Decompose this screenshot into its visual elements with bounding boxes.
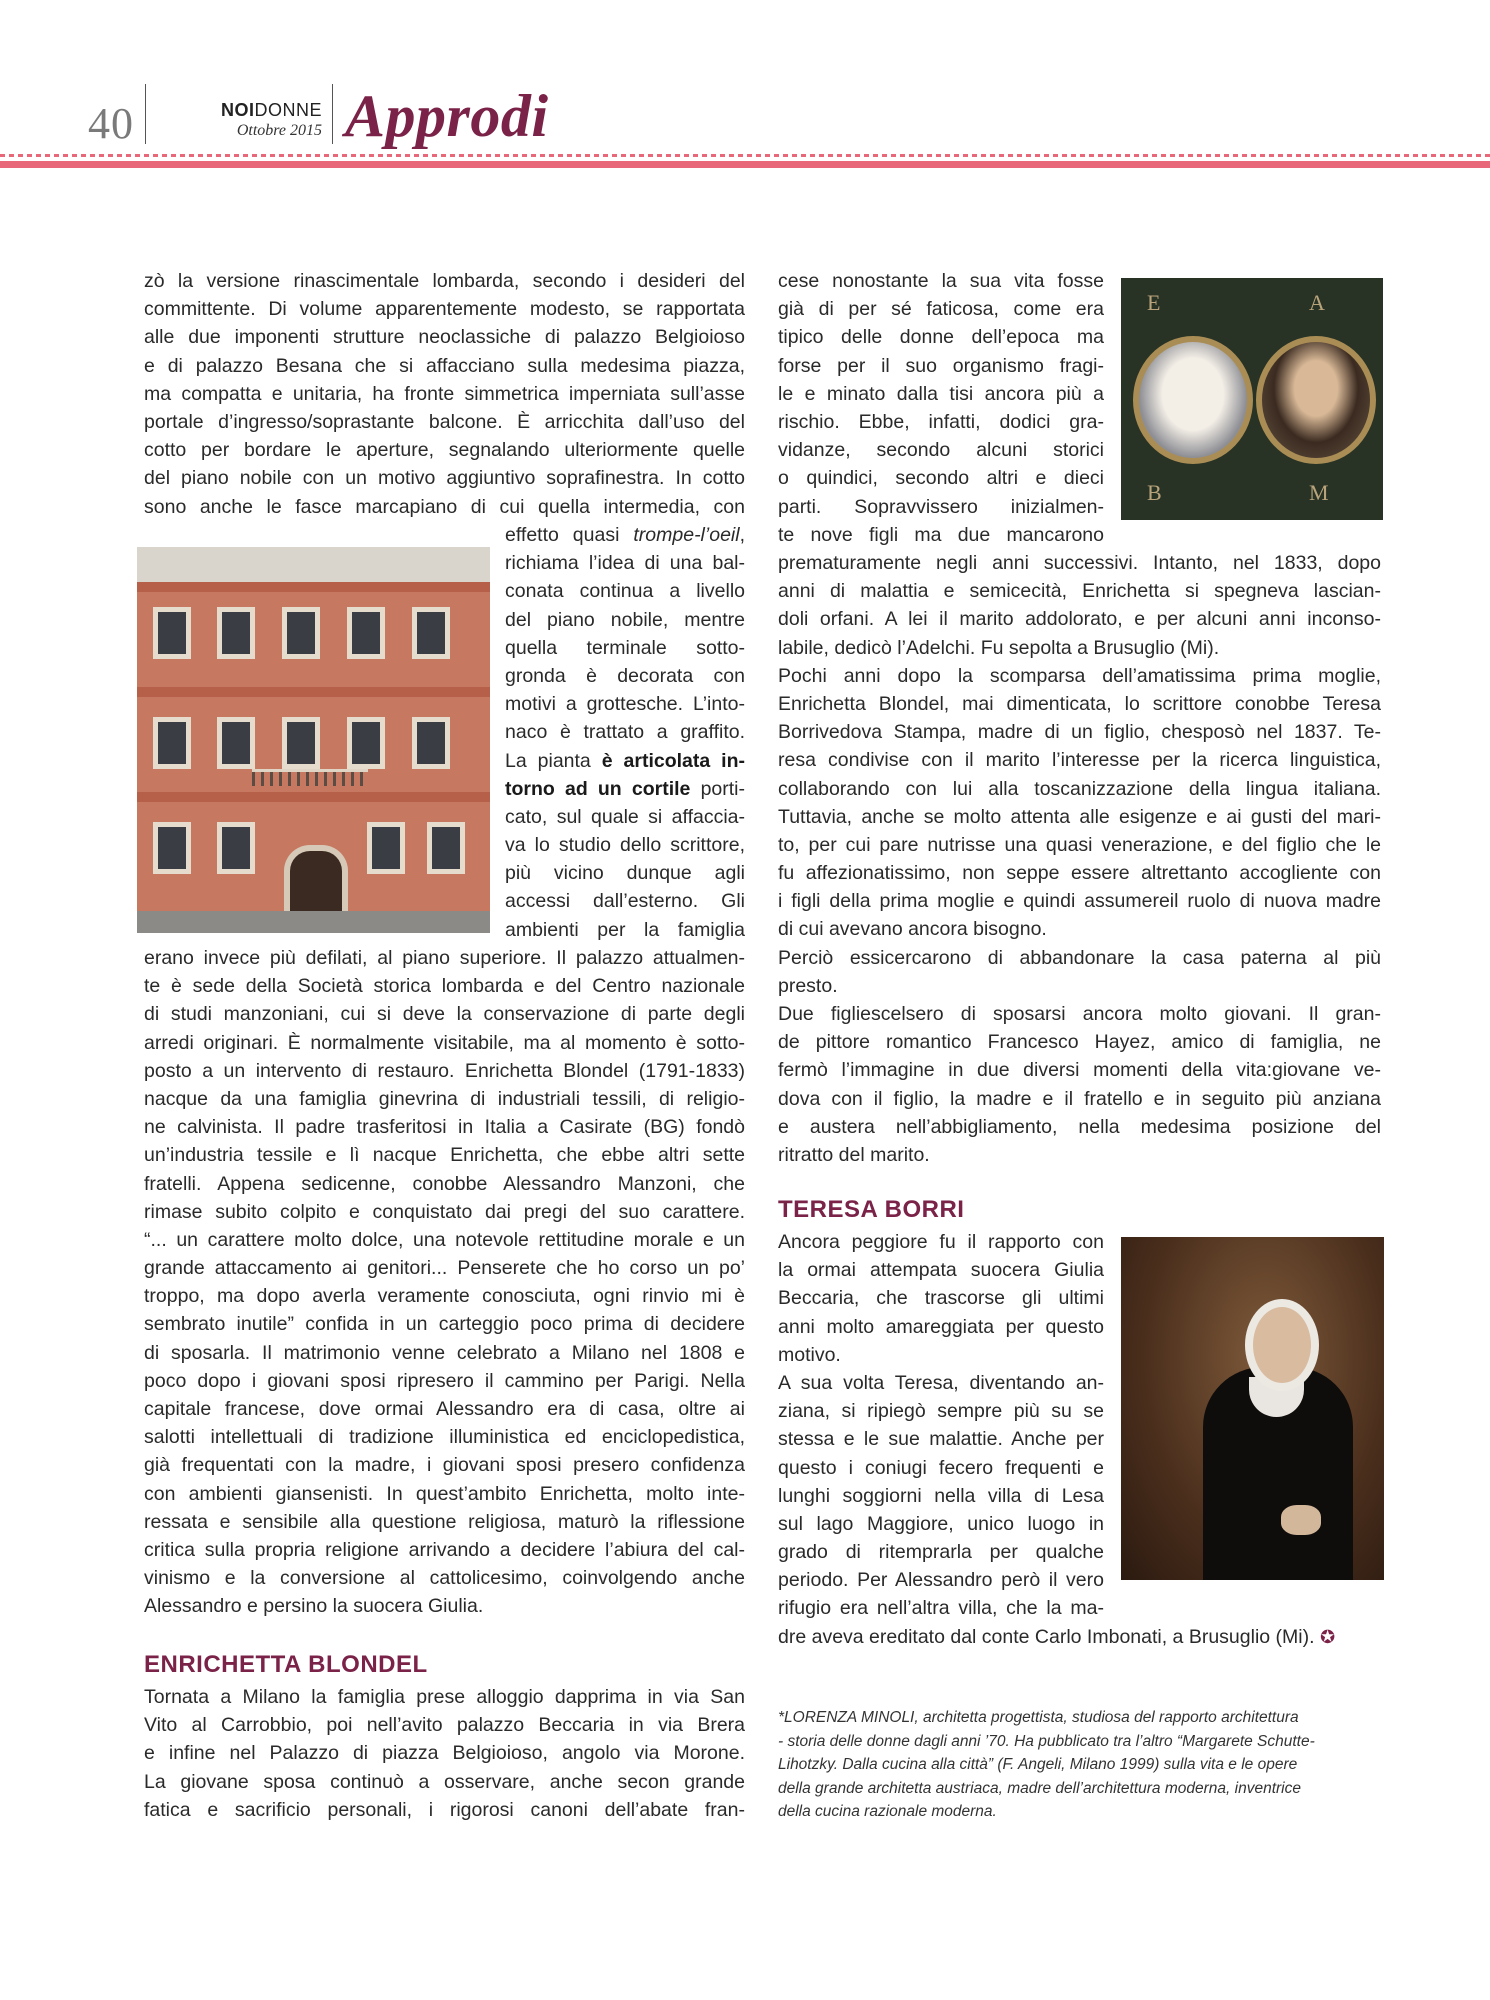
text-line: arredi originari. È normalmente visitabile, ma al momento è sotto-: [144, 1031, 745, 1054]
text-line: le e minato dalla tisi ancora più a: [778, 382, 1104, 405]
right-column-body: [778, 549, 1381, 1169]
text-line: nacque da una famiglia ginevrina di industriali tessili, di religio-: [144, 1087, 745, 1110]
text-line: fermò l’immagine in due diversi momenti della vita:giovane ve-: [778, 1059, 1381, 1082]
text-line: [505, 831, 745, 859]
text-line: posto a un intervento di restauro. Enrichetta Blondel (1791-1833): [144, 1059, 745, 1082]
text-line: te è sede della Società storica lombarda e del Centro nazionale: [144, 975, 745, 998]
text-run: conata continua a livello: [505, 580, 745, 603]
text-line: già di per sé faticosa, come era: [778, 298, 1104, 321]
text-line: [505, 690, 745, 718]
text-line: ressata e sensibile alla questione religiosa, maturò la riflessione: [144, 1510, 745, 1533]
text-line: Pochi anni dopo la scomparsa dell’amatissima prima moglie,: [778, 664, 1381, 687]
window: [217, 822, 255, 874]
text-line: ziana, si ripiegò sempre più su se: [778, 1400, 1104, 1423]
heading-teresa-borri: TERESA BORRI: [778, 1196, 965, 1223]
text-line: [505, 887, 745, 915]
palazzo-photo: [137, 547, 490, 933]
portrait-letter: A: [1309, 290, 1325, 315]
text-line: Beccaria, che trascorse gli ultimi: [778, 1287, 1104, 1310]
text-line: salotti intellettuali di tradizione illuministica ed enciclopedistica,: [144, 1426, 745, 1449]
borri-text-last: [778, 1623, 1381, 1651]
section-title: Approdi: [345, 83, 549, 149]
window: [367, 822, 405, 874]
text-line: [505, 775, 745, 803]
window: [217, 607, 255, 659]
masthead: [210, 100, 322, 140]
text-line: sul lago Maggiore, unico luogo in: [778, 1512, 1104, 1535]
window: [153, 607, 191, 659]
text-line: Perciò essicercarono di abbandonare la casa paterna al più: [778, 946, 1381, 969]
text-line: rifugio era nell’altra villa, che la ma-: [778, 1597, 1104, 1620]
text-line: A sua volta Teresa, diventando an-: [778, 1371, 1104, 1394]
bold-phrase: torno ad un cortile: [505, 777, 691, 800]
portrait-letter: E: [1147, 290, 1161, 315]
text-line: [505, 521, 745, 549]
portrait-letter: B: [1147, 480, 1162, 505]
text-line: Vito al Carrobbio, poi nell’avito palazzo Beccaria in via Brera: [144, 1714, 745, 1737]
text-line: vidanze, secondo alcuni storici: [778, 439, 1104, 462]
window: [427, 822, 465, 874]
text-run: porti-: [690, 777, 745, 800]
text-line: [505, 577, 745, 605]
text-line: rimase subito colpito e conquistato dai pregi del suo carattere.: [144, 1200, 745, 1223]
text-line: [505, 803, 745, 831]
text-line: sono anche le fasce marcapiano di cui quella intermedia, con: [144, 495, 745, 518]
text-line: [778, 1623, 1381, 1651]
author-footnote: [778, 1706, 1378, 1824]
text-line: tipico delle donne dell’epoca ma: [778, 326, 1104, 349]
text-line: fu affezionatissimo, non seppe essere altrettanto accogliente con: [778, 862, 1381, 885]
text-line: anni di malattia e semicecità, Enrichetta si spegneva lascian-: [778, 580, 1381, 603]
text-line: e infine nel Palazzo di piazza Belgioioso, angolo via Morone.: [144, 1742, 745, 1765]
text-line: “... un carattere molto dolce, una notevole rettitudine morale e un: [144, 1228, 745, 1251]
text-line: committente. Di volume apparentemente modesto, se rapportata: [144, 298, 745, 321]
brand-bold: NOI: [220, 100, 255, 120]
text-line: vinismo e la conversione al cattolicesimo, coinvolgendo anche: [144, 1567, 745, 1590]
teresa-borri-portrait: [1121, 1237, 1384, 1580]
footnote-line: Lihotzky. Dalla cucina alla città” (F. Angeli, Milano 1999) sulla vita e le opere: [778, 1756, 1298, 1773]
text-run: gronda è decorata con: [505, 664, 745, 687]
portrait-alessandro: [1256, 336, 1376, 464]
text-line: e di palazzo Besana che si affacciano sulla medesima piazza,: [144, 354, 745, 377]
text-line: fratelli. Appena sedicenne, conobbe Alessandro Manzoni, che: [144, 1172, 745, 1195]
text-line: [505, 916, 745, 944]
text-line: dova con il figlio, la madre e il fratello e in seguito più anziana: [778, 1087, 1381, 1110]
text-line: troppo, ma dopo averla veramente conosciuta, ogni rinvio mi è: [144, 1285, 745, 1308]
text-run: quella terminale sotto-: [505, 636, 745, 659]
text-line: Ancora peggiore fu il rapporto con: [778, 1231, 1104, 1253]
text-line: questo i coniugi fecero frequenti e: [778, 1456, 1104, 1479]
text-line: [505, 859, 745, 887]
window: [217, 717, 255, 769]
window: [282, 717, 320, 769]
text-line: Alessandro e persino la suocera Giulia.: [144, 1595, 484, 1618]
window: [282, 607, 320, 659]
text-line: ma compatta e unitaria, ha fronte simmetrica imperniata sull’asse: [144, 382, 745, 405]
text-line: [505, 747, 745, 775]
text-line: di sposarla. Il matrimonio venne celebrato a Milano nel 1808 e: [144, 1341, 745, 1364]
cornice: [137, 792, 490, 802]
text-line: stessa e le sue malattie. Anche per: [778, 1428, 1104, 1451]
text-line: del piano nobile con un motivo aggiuntivo soprafinestra. In cotto: [144, 467, 745, 490]
text-line: parti. Sopravvissero inizialmen-: [778, 495, 1104, 518]
text-line: zò la versione rinascimentale lombarda, secondo i desideri del: [144, 270, 745, 292]
text-line: di cui avevano ancora bisogno.: [778, 918, 1047, 941]
text-line: fatica e sacrificio personali, i rigorosi canoni dell’abate fran-: [144, 1798, 745, 1821]
footnote-line: della cucina razionale moderna.: [778, 1803, 997, 1820]
window: [347, 607, 385, 659]
left-column-intro: [144, 267, 745, 521]
end-mark-icon: ✪: [1319, 1627, 1336, 1647]
text-line: erano invece più defilati, al piano superiore. Il palazzo attualmen-: [144, 947, 745, 969]
window: [412, 607, 450, 659]
text-run: naco è trattato a graffito.: [505, 721, 745, 744]
window: [153, 822, 191, 874]
text-line: critica sulla propria religione arrivando a decidere l’abiura del cal-: [144, 1538, 745, 1561]
text-line: Enrichetta Blondel, mai dimenticata, lo scrittore conobbe Teresa: [778, 692, 1381, 715]
text-line: capitale francese, dove ormai Alessandro era di casa, oltre ai: [144, 1398, 745, 1420]
text-line: un’industria tessile e lì nacque Enrichetta, che ebbe altri sette: [144, 1144, 745, 1167]
blondel-text: [144, 1683, 745, 1824]
text-line: doli orfani. A lei il marito addolorato, e per alcuni anni inconso-: [778, 608, 1381, 631]
text-line: labile, dedicò l’Adelchi. Fu sepolta a Brusuglio (Mi).: [778, 636, 1220, 659]
text-line: alle due imponenti strutture neoclassiche di palazzo Belgioioso: [144, 326, 745, 349]
text-line: presto.: [778, 974, 838, 997]
text-line-content: dre aveva ereditato dal conte Carlo Imbonati, a Brusuglio (Mi).: [778, 1626, 1315, 1648]
text-line: ne calvinista. Il padre trasferitosi in Italia a Casirate (BG) fondò: [144, 1116, 745, 1139]
brand-name: [210, 100, 322, 121]
text-line: collaborando con lui alla toscanizzazione della lingua italiana.: [778, 777, 1381, 800]
left-column-wrap: [505, 521, 745, 944]
text-line: [505, 634, 745, 662]
text-line: anni molto amareggiata per questo: [778, 1315, 1104, 1338]
portrait-letter: M: [1309, 480, 1329, 505]
text-line: Due figliescelsero di sposarsi ancora molto giovani. Il gran-: [778, 1003, 1381, 1025]
footnote-line: *LORENZA MINOLI, architetta progettista, studiosa del rapporto architettura: [778, 1709, 1299, 1726]
text-line: [505, 606, 745, 634]
heading-enrichetta-blondel: ENRICHETTA BLONDEL: [144, 1651, 428, 1678]
text-run: richiama l’idea di una bal-: [505, 552, 745, 575]
text-line: forse per il suo organismo fragi-: [778, 354, 1104, 377]
text-line: Tornata a Milano la famiglia prese alloggio dapprima in via San: [144, 1686, 745, 1708]
text-line: prematuramente negli anni successivi. Intanto, nel 1833, dopo: [778, 552, 1381, 574]
text-line: i figli della prima moglie e quindi assumereil ruolo di nuova madre: [778, 890, 1381, 913]
hand: [1281, 1505, 1321, 1535]
window: [412, 717, 450, 769]
issue-date: Ottobre 2015: [236, 122, 322, 139]
text-line: la ormai attempata suocera Giulia: [778, 1259, 1104, 1282]
text-line: Borrivedova Stampa, madre di un figlio, chesposò nel 1837. Te-: [778, 721, 1381, 744]
footnote-line: della grande architetta austriaca, madre dell’architettura moderna, inventrice: [778, 1779, 1301, 1797]
portrait-enrichetta: [1133, 336, 1253, 464]
text-line: portale d’ingresso/soprastante balcone. È arricchita dall’uso del: [144, 410, 745, 433]
text-line: già frequentati con la madre, i giovani sposi presero confidenza: [144, 1454, 745, 1477]
text-run: del piano nobile, mentre: [505, 608, 745, 631]
bold-phrase: è articolata in-: [601, 749, 745, 772]
text-run: più vicino dunque agli: [505, 862, 745, 885]
cornice: [137, 687, 490, 697]
hayez-portraits-image: [1121, 278, 1383, 520]
brand-light: DONNE: [254, 100, 322, 120]
right-column-wrap: [778, 267, 1104, 549]
balcony: [252, 769, 368, 786]
borri-text-wrap: [778, 1228, 1104, 1623]
text-line: cese nonostante la sua vita fosse: [778, 270, 1104, 292]
text-run: La pianta: [505, 749, 602, 772]
text-line: to, per cui pare nutrisse una quasi venerazione, e del figlio che le: [778, 833, 1381, 856]
text-run: cato, sul quale si affaccia-: [505, 805, 745, 828]
text-line: resa condivise con il marito l’interesse per la ricerca linguistica,: [778, 749, 1381, 772]
text-line: te nove figli ma due mancarono: [778, 523, 1104, 546]
text-line: ritratto del marito.: [778, 1143, 930, 1166]
text-line: grado di ritemprarla per qualche: [778, 1541, 1104, 1564]
header-divider: [332, 84, 333, 144]
text-line: sembrato inutile” confida in un carteggio poco prima di decidere: [144, 1313, 745, 1336]
text-line: cotto per bordare le aperture, segnalando ulteriormente quelle: [144, 439, 745, 462]
page-number: 40: [88, 99, 134, 148]
text-line: [505, 718, 745, 746]
text-run: va lo studio dello scrittore,: [505, 834, 745, 857]
cornice: [137, 582, 490, 592]
text-line: motivo.: [778, 1343, 841, 1366]
text-line: rischio. Ebbe, infatti, dodici gra-: [778, 410, 1104, 433]
text-line: con ambienti giansenisti. In quest’ambito Enrichetta, molto inte-: [144, 1482, 745, 1505]
window: [347, 717, 385, 769]
italic-term: trompe-l’oeil: [633, 524, 740, 546]
text-line: o quindici, secondo altri e dieci: [778, 467, 1104, 490]
window: [153, 717, 191, 769]
text-run: ambienti per la famiglia: [505, 918, 745, 941]
text-run: motivi a grottesche. L’into-: [505, 693, 745, 716]
text-line: Tuttavia, anche se molto attenta alle esigenze e ai gusti del mari-: [778, 805, 1381, 828]
text-line: grande attaccamento ai genitori... Penserete che ho corso un po’: [144, 1257, 745, 1280]
text-run: accessi dall’esterno. Gli: [505, 890, 745, 913]
text-line: periodo. Per Alessandro però il vero: [778, 1569, 1104, 1592]
text-line: La giovane sposa continuò a osservare, anche secon grande: [144, 1770, 745, 1793]
text-line: e austera nell’abbigliamento, nella medesima posizione del: [778, 1115, 1381, 1138]
text-run: effetto quasi: [505, 524, 634, 546]
face: [1245, 1299, 1319, 1391]
street: [137, 911, 490, 933]
header-band: [0, 154, 1490, 168]
text-line: lunghi soggiorni nella villa di Lesa: [778, 1484, 1104, 1507]
text-line: poco dopo i giovani sposi ripresero il cammino per Parigi. Nella: [144, 1369, 745, 1392]
text-line: di studi manzoniani, cui si deve la conservazione di parte degli: [144, 1003, 745, 1026]
text-run: ,: [739, 524, 745, 546]
left-column-body: [144, 944, 745, 1621]
text-line: [505, 662, 745, 690]
text-line: de pittore romantico Francesco Hayez, amico di famiglia, ne: [778, 1031, 1381, 1054]
header-divider: [145, 84, 146, 144]
footnote-line: - storia delle donne dagli anni ’70. Ha pubblicato tra l’altro “Margarete Schutte-: [778, 1732, 1315, 1750]
text-line: [505, 549, 745, 577]
